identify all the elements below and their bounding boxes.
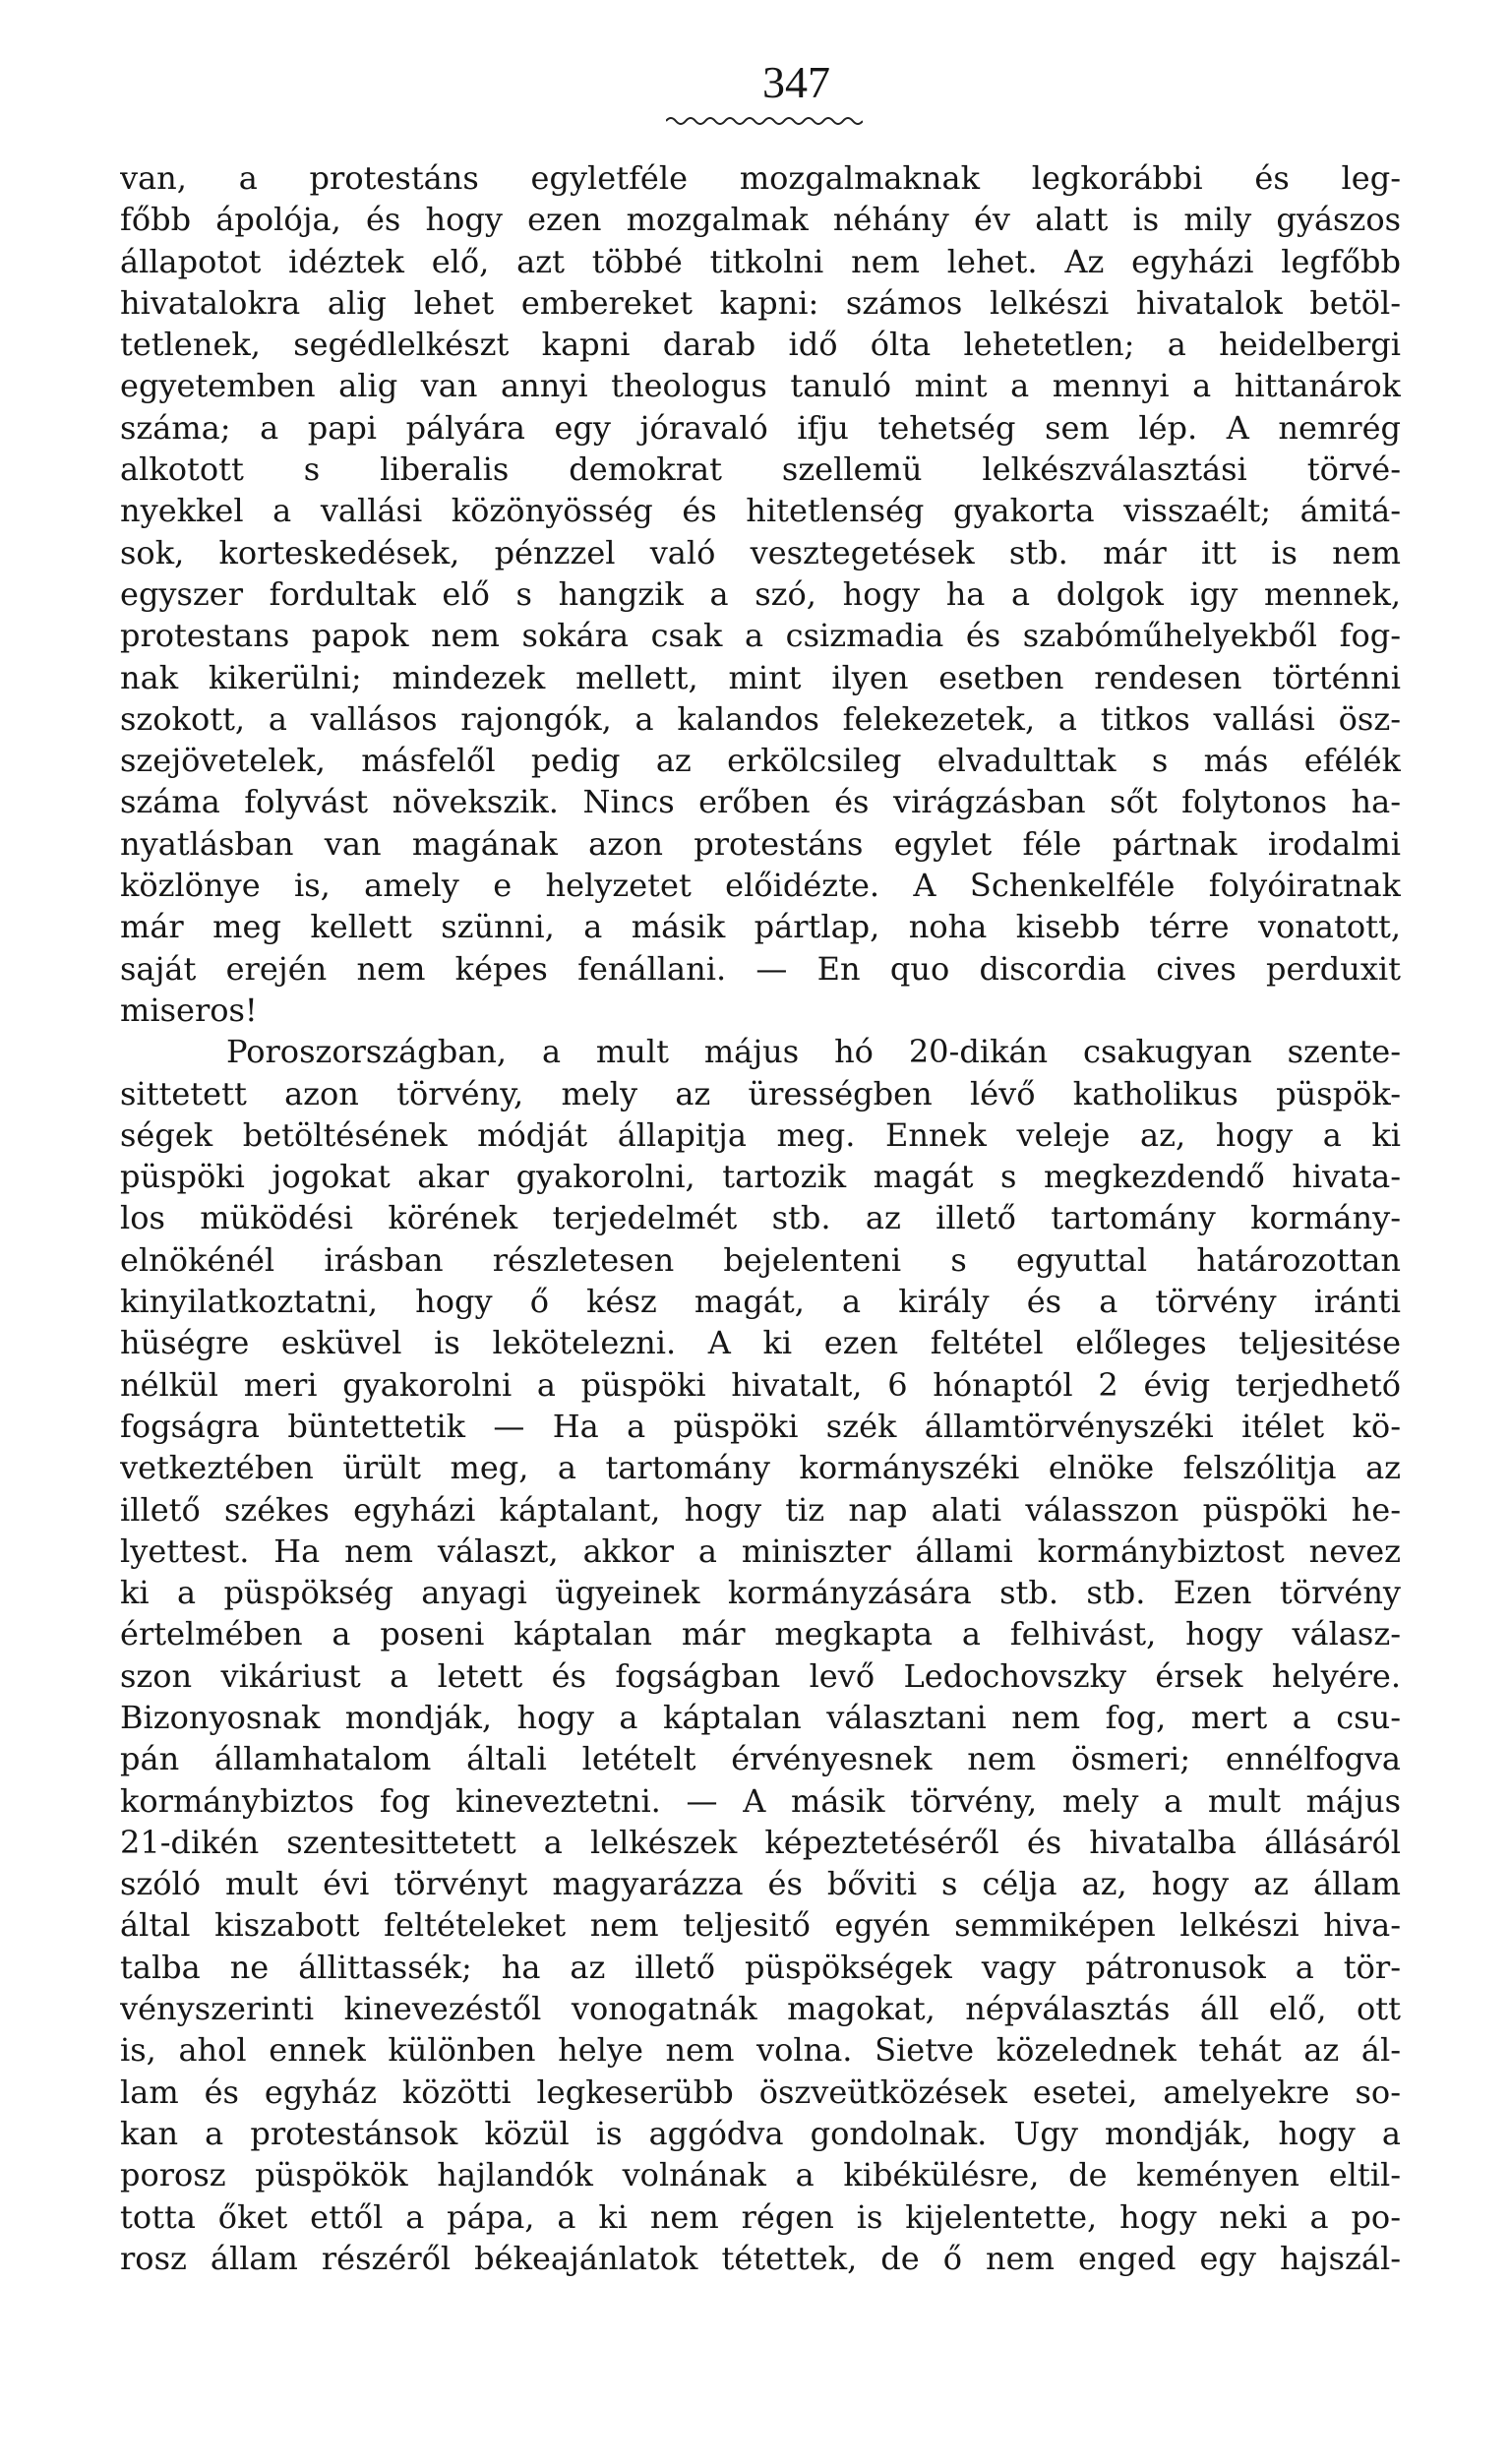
page-number: 347	[762, 57, 830, 107]
text-line: nak kikerülni; mindezek mellett, mint ilyen esetben rendesen történni	[120, 658, 1401, 696]
text-line: alkotott s liberalis demokrat szellemü lelkészválasztási törvé-	[120, 451, 1401, 489]
text-line: szóló mult évi törvényt magyarázza és bőviti s célja az, hogy az állam	[120, 1865, 1401, 1903]
text-line: van, a protestáns egyletféle mozgalmaknak legkorábbi és leg-	[120, 159, 1401, 197]
text-line: egyetemben alig van annyi theologus tanuló mint a mennyi a hittanárok	[120, 367, 1401, 405]
text-line: nyatlásban van magának azon protestáns egylet féle pártnak irodalmi	[120, 824, 1401, 863]
text-line: talba ne állittassék; ha az illető püspökségek vagy pátronusok a tör-	[120, 1948, 1401, 1986]
body-text	[120, 157, 1401, 2279]
text-line: ki a püspökség anyagi ügyeinek kormányzására stb. stb. Ezen törvény	[120, 1574, 1401, 1612]
text-line: lam és egyház közötti legkeserübb öszveütközések esetei, amelyekre so-	[120, 2073, 1401, 2111]
text-line: 21-dikén szentesittetett a lelkészek képeztetéséről és hivatalba állásáról	[120, 1823, 1401, 1861]
text-line: porosz püspökök hajlandók volnának a kibékülésre, de keményen eltil-	[120, 2156, 1401, 2194]
text-line: lyettest. Ha nem választ, akkor a miniszter állami kormánybiztost nevez	[120, 1532, 1401, 1570]
text-line: kormánybiztos fog kineveztetni. — A másik törvény, mely a mult május	[120, 1781, 1401, 1820]
text-line: totta őket ettől a pápa, a ki nem régen is kijelentette, hogy neki a po-	[120, 2197, 1401, 2236]
text-line: vényszerinti kinevezéstől vonogatnák magokat, népválasztás áll elő, ott	[120, 1990, 1401, 2028]
text-line: fogságra büntettetik — Ha a püspöki szék államtörvényszéki itélet kö-	[120, 1407, 1401, 1445]
text-line: szon vikáriust a letett és fogságban levő Ledochovszky érsek helyére.	[120, 1656, 1401, 1695]
text-line: miseros!	[120, 991, 258, 1029]
text-line: elnökénél irásban részletesen bejelenteni s egyuttal határozottan	[120, 1240, 1401, 1279]
text-line: vetkeztében ürült meg, a tartomány kormányszéki elnöke felszólitja az	[120, 1449, 1401, 1487]
text-line: püspöki jogokat akar gyakorolni, tartozik magát s megkezdendő hivata-	[120, 1158, 1401, 1196]
text-line: sittetett azon törvény, mely az ürességben lévő katholikus püspök-	[120, 1074, 1401, 1112]
text-line: szejövetelek, másfelől pedig az erkölcsileg elvadulttak s más efélék	[120, 742, 1401, 780]
text-line: egyszer fordultak elő s hangzik a szó, hogy ha a dolgok igy mennek,	[120, 574, 1401, 613]
text-line: közlönye is, amely e helyzetet előidézte. A Schenkelféle folyóiratnak	[120, 867, 1401, 905]
text-line: rosz állam részéről békeajánlatok tétettek, de ő nem enged egy hajszál-	[120, 2239, 1401, 2277]
text-line: hivatalokra alig lehet embereket kapni: számos lelkészi hivatalok betöl-	[120, 283, 1401, 322]
text-line: Poroszországban, a mult május hó 20-dikán csakugyan szente-	[226, 1033, 1401, 1071]
text-line: már meg kellett szünni, a másik pártlap, noha kisebb térre vonatott,	[120, 908, 1401, 946]
text-line: állapotot idéztek elő, azt többé titkolni nem lehet. Az egyházi legfőbb	[120, 242, 1401, 280]
text-line: Bizonyosnak mondják, hogy a káptalan választani nem fog, mert a csu-	[120, 1698, 1401, 1736]
text-line: los müködési körének terjedelmét stb. az illető tartomány kormány-	[120, 1199, 1401, 1237]
text-line: illető székes egyházi káptalant, hogy tiz nap alati válasszon püspöki he-	[120, 1490, 1401, 1529]
text-line: kinyilatkoztatni, hogy ő kész magát, a király és a törvény iránti	[120, 1283, 1401, 1321]
text-line: száma folyvást növekszik. Nincs erőben és virágzásban sőt folytonos ha-	[120, 783, 1401, 821]
text-line: protestans papok nem sokára csak a csizmadia és szabóműhelyekből fog-	[120, 617, 1401, 655]
text-line: nélkül meri gyakorolni a püspöki hivatalt, 6 hónaptól 2 évig terjedhető	[120, 1365, 1401, 1404]
text-line: száma; a papi pályára egy jóravaló ifju tehetség sem lép. A nemrég	[120, 408, 1401, 447]
text-line: is, ahol ennek különben helye nem volna. Sietve közelednek tehát az ál-	[120, 2031, 1401, 2070]
text-line: kan a protestánsok közül is aggódva gondolnak. Ugy mondják, hogy a	[120, 2114, 1401, 2152]
text-line: szokott, a vallásos rajongók, a kalandos felekezetek, a titkos vallási ösz-	[120, 699, 1401, 738]
text-line: által kiszabott feltételeket nem teljesitő egyén semmiképen lelkészi hiva-	[120, 1906, 1401, 1945]
text-line: sok, korteskedések, pénzzel való vesztegetések stb. már itt is nem	[120, 533, 1401, 571]
text-line: tetlenek, segédlelkészt kapni darab idő ólta lehetetlen; a heidelbergi	[120, 326, 1401, 364]
text-line: hüségre esküvel is lekötelezni. A ki ezen feltétel előleges teljesitése	[120, 1324, 1401, 1362]
text-line: főbb ápolója, és hogy ezen mozgalmak néhány év alatt is mily gyászos	[120, 201, 1401, 239]
text-line: ségek betöltésének módját állapitja meg. Ennek veleje az, hogy a ki	[120, 1115, 1401, 1154]
text-line: nyekkel a vallási közönyösség és hitetlenség gyakorta visszaélt; ámitá-	[120, 492, 1401, 530]
text-line: értelmében a poseni káptalan már megkapta a felhivást, hogy válasz-	[120, 1615, 1401, 1653]
text-line: saját erején nem képes fenállani. — En quo discordia cives perduxit	[120, 949, 1401, 988]
text-line: pán államhatalom általi letételt érvényesnek nem ösmeri; ennélfogva	[120, 1740, 1401, 1778]
wavy-rule	[666, 114, 863, 128]
